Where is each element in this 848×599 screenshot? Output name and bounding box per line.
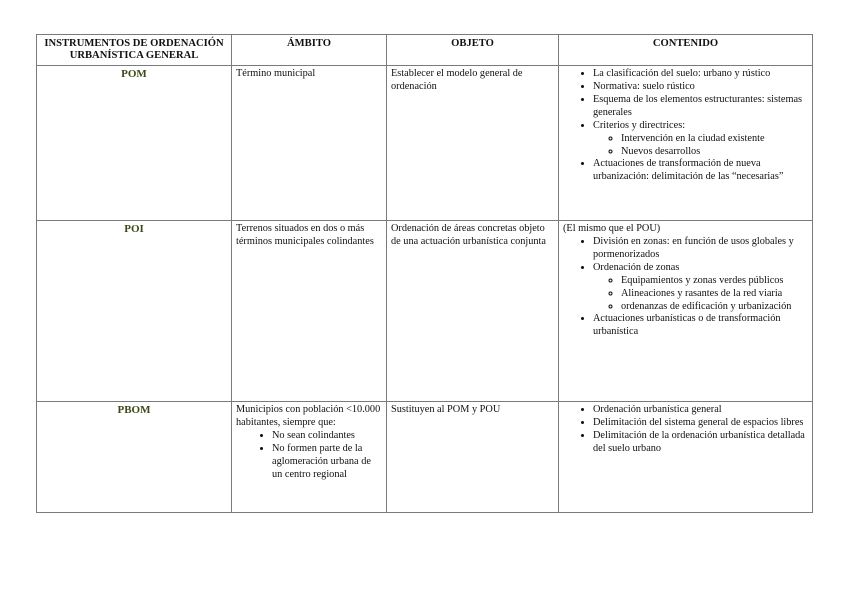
list-item-text: Actuaciones urbanísticas o de transformación urbanística	[593, 313, 781, 338]
list-item: • No formen parte de la aglomeración urbana de un centro regional	[272, 443, 382, 482]
contenido-cell	[559, 221, 813, 402]
sub-list-item: ◦ Intervención en la ciudad existente	[621, 133, 808, 146]
list-item-text: Ordenación urbanística general	[593, 404, 722, 416]
list-item	[593, 120, 808, 159]
contenido-cell	[559, 66, 813, 221]
header-row	[37, 35, 813, 66]
header-contenido: CONTENIDO	[559, 35, 813, 66]
list-item	[593, 417, 808, 430]
objeto-cell: Ordenación de áreas concretas objeto de una actuación urbanística conjunta	[387, 221, 559, 402]
table-row-pbom	[37, 402, 813, 513]
table-row-poi	[37, 221, 813, 402]
list-item	[593, 313, 808, 339]
list-item-text: Delimitación de la ordenación urbanística detallada del suelo urbano	[593, 430, 805, 454]
list-item	[593, 158, 808, 184]
list-item-text: Delimitación del sistema general de espacios libres	[593, 417, 804, 429]
instrument-name: PBOM	[37, 402, 232, 513]
ambito-list	[236, 430, 382, 481]
ambito-cell	[232, 402, 387, 513]
contenido-list	[563, 404, 808, 455]
contenido-lead: (El mismo que el POU)	[563, 223, 661, 235]
list-item-text: La clasificación del suelo: urbano y rústico	[593, 68, 771, 80]
sub-list-item: ◦ Nuevos desarrollos	[621, 146, 808, 159]
ambito-cell: Término municipal	[232, 66, 387, 221]
list-item-text: División en zonas: en función de usos globales y pormenorizados	[593, 236, 794, 261]
list-item	[593, 262, 808, 313]
header-instrumentos: INSTRUMENTOS DE ORDENACIÓN URBANÍSTICA GENERAL	[37, 35, 232, 66]
contenido-cell	[559, 402, 813, 513]
instrument-name: POM	[37, 66, 232, 221]
header-objeto: OBJETO	[387, 35, 559, 66]
sub-list-item: ◦ Equipamientos y zonas verdes públicos	[621, 275, 808, 288]
list-item-text: Ordenación de zonas	[593, 261, 680, 273]
list-item: • No sean colindantes	[272, 430, 382, 443]
instruments-table	[36, 34, 813, 513]
instrument-name: POI	[37, 221, 232, 402]
sub-list	[593, 133, 808, 159]
sub-list	[593, 275, 808, 314]
table-row-pom	[37, 66, 813, 221]
ambito-lead: Municipios con población <10.000 habitantes, siempre que:	[236, 404, 381, 429]
objeto-cell: Establecer el modelo general de ordenación	[387, 66, 559, 221]
list-item	[593, 81, 808, 94]
list-item-text: Esquema de los elementos estructurantes: sistemas generales	[593, 94, 803, 118]
list-item	[593, 236, 808, 262]
contenido-list	[563, 68, 808, 184]
list-item	[593, 430, 808, 456]
list-item-text: Normativa: suelo rústico	[593, 81, 695, 93]
contenido-list	[563, 236, 808, 339]
sub-list-item: ◦ ordenanzas de edificación y urbanización	[621, 301, 808, 314]
list-item	[593, 404, 808, 417]
ambito-cell: Terrenos situados en dos o más términos municipales colindantes	[232, 221, 387, 402]
list-item	[593, 68, 808, 81]
list-item-text: Actuaciones de transformación de nueva urbanización: delimitación de las “necesarias”	[593, 158, 784, 183]
sub-list-item: ◦ Alineaciones y rasantes de la red viaria	[621, 288, 808, 301]
list-item-text: Criterios y directrices:	[593, 119, 686, 131]
header-ambito: ÁMBITO	[232, 35, 387, 66]
list-item	[593, 94, 808, 120]
objeto-cell: Sustituyen al POM y POU	[387, 402, 559, 513]
